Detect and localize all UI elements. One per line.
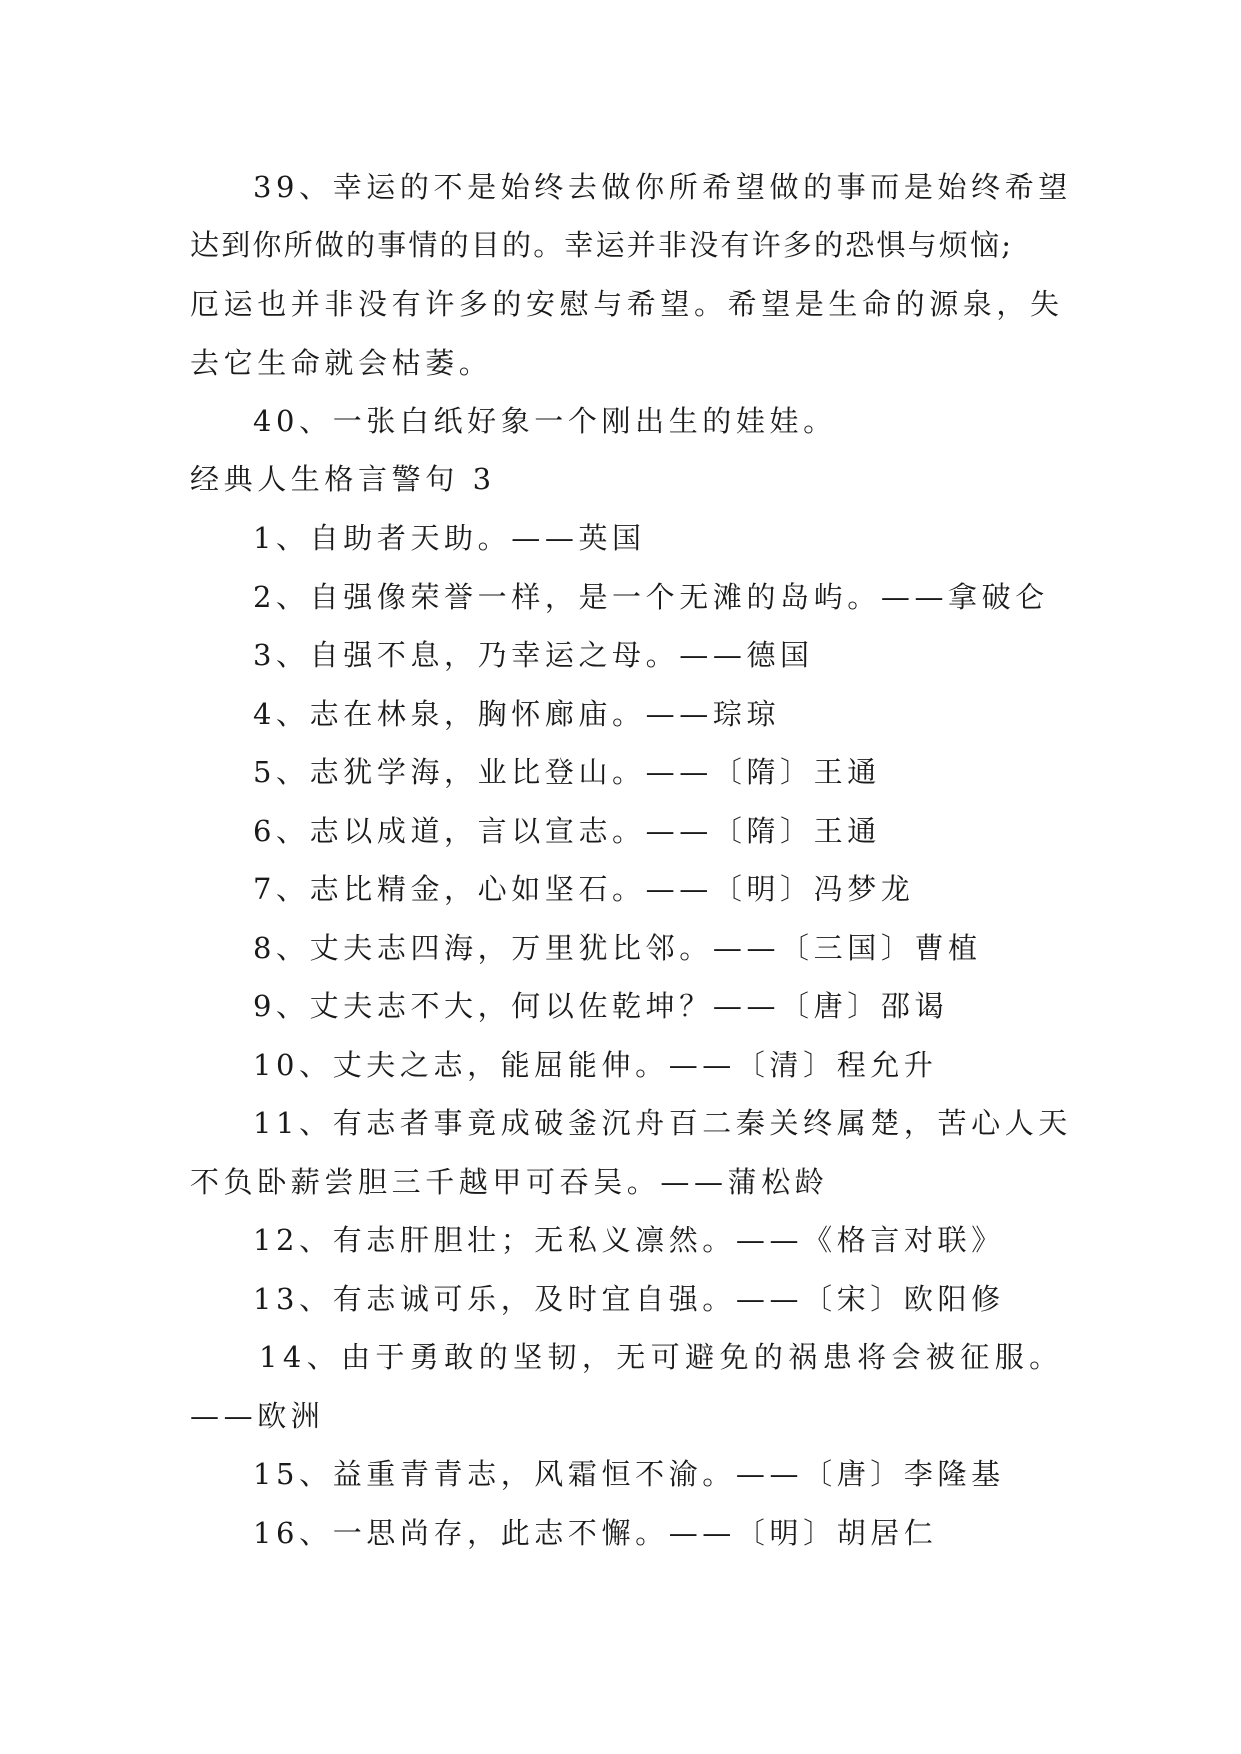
text-line: 4、志在林泉，胸怀廊庙。——琮琼 (253, 697, 781, 731)
text-line: 15、益重青青志，风霜恒不渝。——〔唐〕李隆基 (253, 1457, 1005, 1491)
text-line: 2、自强像荣誉一样，是一个无滩的岛屿。——拿破仑 (253, 580, 1049, 614)
text-line: 14、由于勇敢的坚韧，无可避免的祸患将会被征服。 (259, 1340, 1064, 1374)
section-heading: 经典人生格言警句 3 (190, 462, 496, 496)
text-line: 13、有志诚可乐，及时宜自强。——〔宋〕欧阳修 (253, 1282, 1005, 1316)
text-line: 5、志犹学海，业比登山。——〔隋〕王通 (253, 755, 881, 789)
text-line: 不负卧薪尝胆三千越甲可吞吴。——蒲松龄 (190, 1165, 829, 1199)
text-line: 11、有志者事竟成破釜沉舟百二秦关终属楚，苦心人天 (253, 1106, 1072, 1140)
text-line: ——欧洲 (190, 1399, 325, 1433)
text-line: 10、丈夫之志，能屈能伸。——〔清〕程允升 (253, 1048, 938, 1082)
text-line: 8、丈夫志四海，万里犹比邻。——〔三国〕曹植 (253, 931, 982, 965)
text-line: 12、有志肝胆壮；无私义凛然。——《格言对联》 (253, 1223, 1005, 1257)
text-line: 9、丈夫志不大，何以佐乾坤？——〔唐〕邵谒 (253, 989, 949, 1023)
text-line: 1、自助者天助。——英国 (253, 521, 646, 555)
text-line: 7、志比精金，心如坚石。——〔明〕冯梦龙 (253, 872, 915, 906)
text-line: 16、一思尚存，此志不懈。——〔明〕胡居仁 (253, 1516, 938, 1550)
text-line: 达到你所做的事情的目的。幸运并非没有许多的恐惧与烦恼; (190, 228, 1014, 262)
text-line: 39、幸运的不是始终去做你所希望做的事而是始终希望 (253, 170, 1072, 204)
text-line: 40、一张白纸好象一个刚出生的娃娃。 (253, 404, 837, 438)
text-line: 6、志以成道，言以宣志。——〔隋〕王通 (253, 814, 881, 848)
text-line: 3、自强不息，乃幸运之母。——德国 (253, 638, 814, 672)
text-line: 厄运也并非没有许多的安慰与希望。希望是生命的源泉，失 (190, 287, 1064, 321)
text-line: 去它生命就会枯萎。 (190, 346, 493, 380)
